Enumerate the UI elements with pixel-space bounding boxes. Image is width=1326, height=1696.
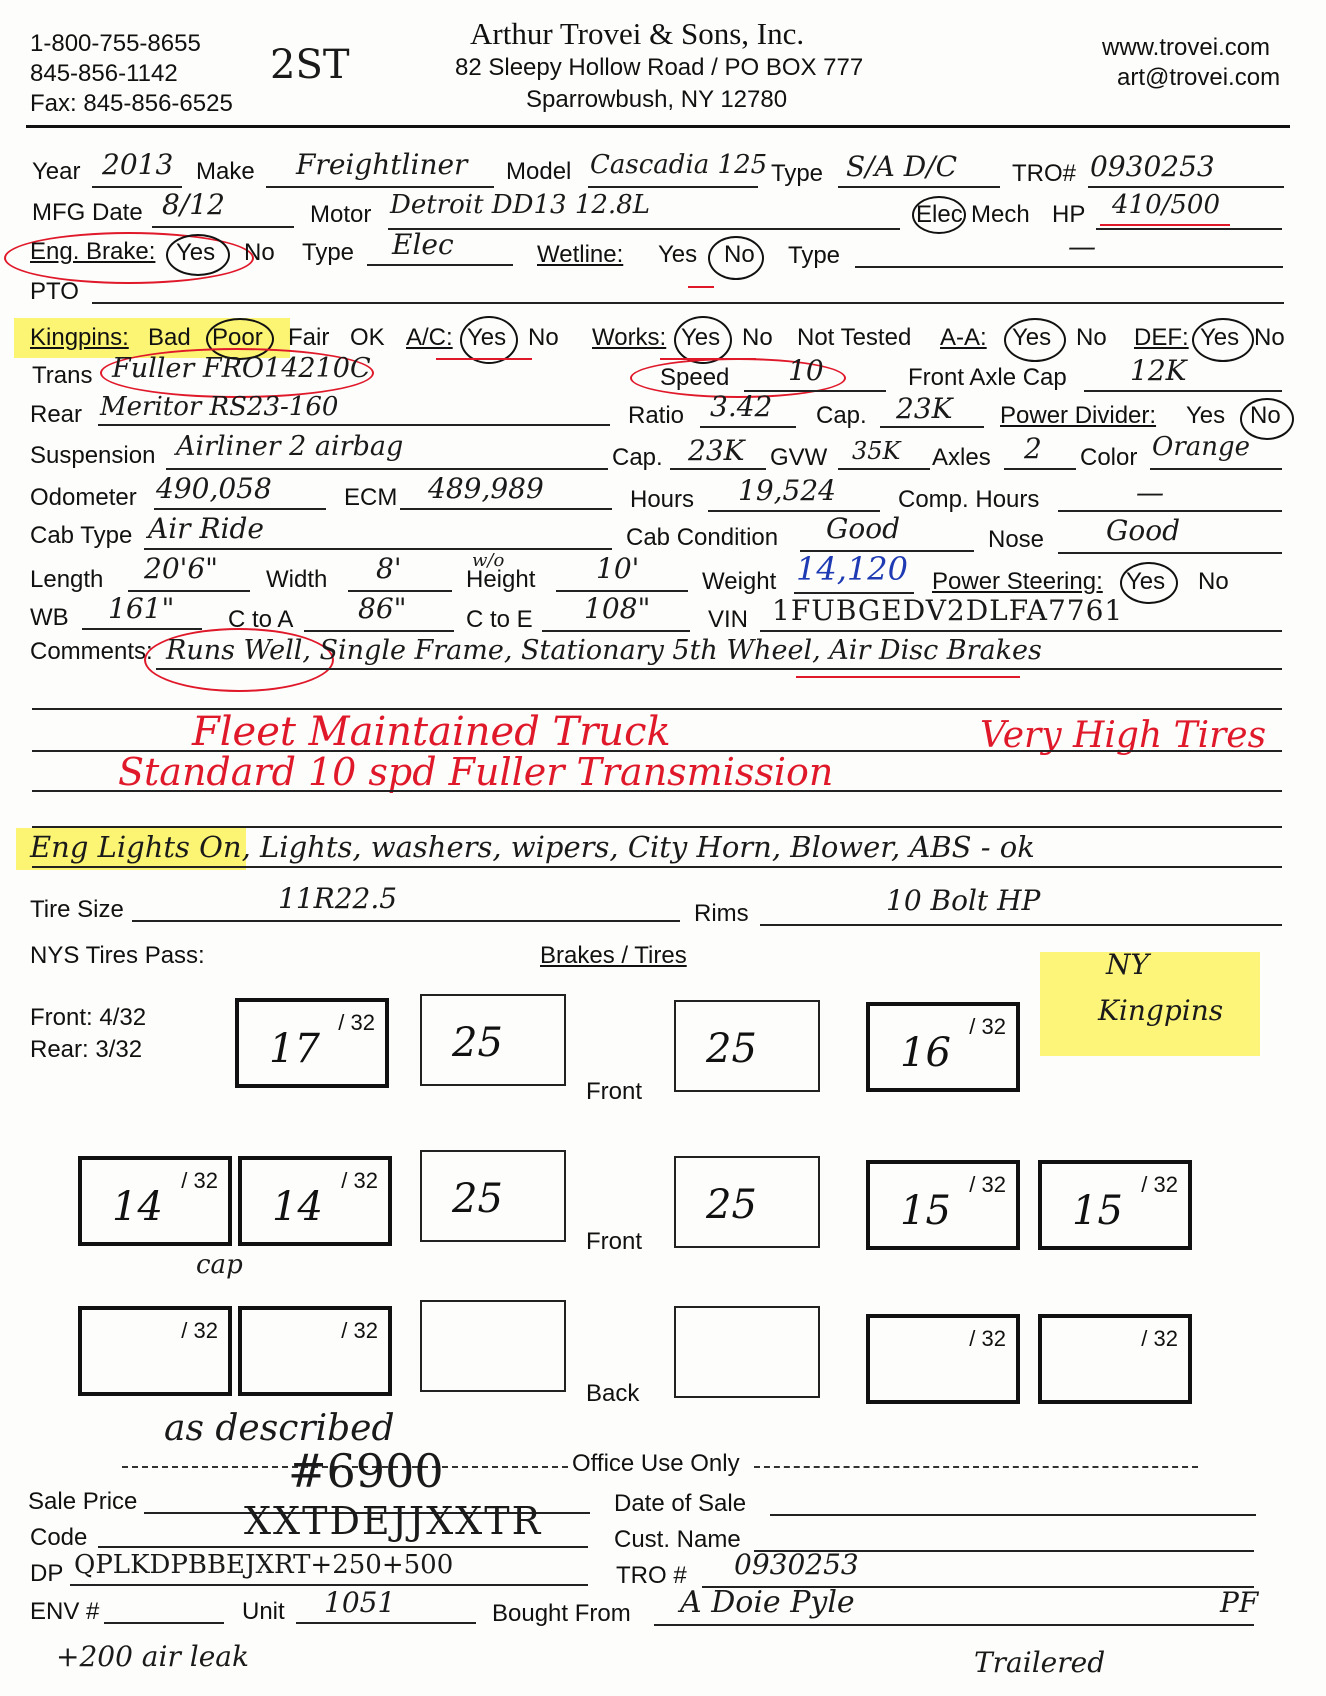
value-speed[interactable]: 10 <box>788 354 824 387</box>
value-dp[interactable]: QPLKDPBBEJXRT+250+500 <box>74 1550 454 1580</box>
label-rims: Rims <box>694 900 749 927</box>
value-tro-2[interactable]: 0930253 <box>734 1548 859 1581</box>
field-line <box>1058 510 1282 512</box>
brake-box[interactable] <box>420 994 566 1086</box>
field-line <box>1084 390 1282 392</box>
tire-box[interactable] <box>1038 1160 1192 1250</box>
option-works-no[interactable]: No <box>742 324 773 351</box>
label-gvw: GVW <box>770 444 828 471</box>
label-eng-brake: Eng. Brake: <box>30 238 156 265</box>
phone-1: 1-800-755-8655 <box>30 30 201 57</box>
value-susp-cap[interactable]: 23K <box>688 434 745 467</box>
value-width[interactable]: 8' <box>376 552 402 585</box>
value-unit[interactable]: 1051 <box>324 1586 396 1619</box>
field-line <box>1096 228 1282 230</box>
label-back: Back <box>586 1380 640 1407</box>
tire-box[interactable] <box>1038 1314 1192 1404</box>
note-transmission: Standard 10 spd Fuller Transmission <box>118 750 834 794</box>
value-odometer[interactable]: 490,058 <box>156 472 272 505</box>
value-model[interactable]: Cascadia 125 <box>590 150 768 180</box>
field-line <box>144 548 612 550</box>
field-line <box>304 630 454 632</box>
value-front-axle-cap[interactable]: 12K <box>1130 354 1187 387</box>
company-address-2: Sparrowbush, NY 12780 <box>526 86 788 113</box>
option-ac-yes[interactable]: Yes <box>467 324 507 351</box>
label-unit: Unit <box>242 1598 285 1625</box>
field-line <box>770 1514 1256 1516</box>
label-rear-cap: Cap. <box>816 402 867 429</box>
value-weight[interactable]: 14,120 <box>796 550 908 588</box>
field-line <box>760 924 1282 926</box>
field-line <box>98 424 610 426</box>
brake-value: 25 <box>452 1020 503 1066</box>
per-32-label: / 32 <box>341 1168 378 1193</box>
label-front-1: Front <box>586 1078 643 1105</box>
value-trans[interactable]: Fuller FRO14210C <box>112 353 371 384</box>
brake-box[interactable] <box>674 1306 820 1398</box>
label-def: DEF: <box>1134 324 1189 351</box>
field-line <box>855 266 1283 268</box>
tire-box[interactable] <box>866 1160 1020 1250</box>
label-aa: A-A: <box>940 324 987 351</box>
option-power-steering-no[interactable]: No <box>1198 568 1229 595</box>
per-32-label: / 32 <box>969 1014 1006 1039</box>
label-sale-price: Sale Price <box>28 1488 138 1515</box>
value-year[interactable]: 2013 <box>102 148 174 181</box>
tire-box[interactable] <box>866 1002 1020 1092</box>
field-line <box>588 186 758 188</box>
value-comp-hours[interactable]: — <box>1136 476 1164 509</box>
value-type[interactable]: S/A D/C <box>846 150 958 183</box>
option-eng-brake-no[interactable]: No <box>244 239 275 266</box>
brake-value: 25 <box>452 1176 503 1222</box>
field-line <box>266 186 494 188</box>
value-length[interactable]: 20'6" <box>144 552 219 585</box>
label-front-2: Front <box>586 1228 643 1255</box>
tire-box[interactable] <box>235 998 389 1088</box>
label-comments: Comments: <box>30 638 153 665</box>
field-line <box>32 866 1282 868</box>
field-line <box>760 630 1282 632</box>
dashed-divider <box>754 1466 1198 1468</box>
field-line <box>700 426 796 428</box>
value-ecm[interactable]: 489,989 <box>428 472 544 505</box>
red-dash <box>688 286 714 288</box>
field-line <box>1088 186 1284 188</box>
label-ac: A/C: <box>406 324 453 351</box>
tire-tread-value: 15 <box>900 1188 951 1234</box>
label-tro: TRO# <box>1012 160 1077 187</box>
brake-box[interactable] <box>674 1000 820 1092</box>
per-32-label: / 32 <box>181 1168 218 1193</box>
label-cab-condition: Cab Condition <box>626 524 779 551</box>
option-eng-brake-yes[interactable]: Yes <box>176 239 216 266</box>
brake-box[interactable] <box>420 1150 566 1242</box>
value-mfg-date[interactable]: 8/12 <box>162 188 225 221</box>
field-line <box>32 790 1282 792</box>
per-32-label: / 32 <box>341 1318 378 1343</box>
label-year: Year <box>32 158 81 185</box>
value-tro[interactable]: 0930253 <box>1090 150 1215 183</box>
label-type: Type <box>771 160 824 187</box>
note-very-high-tires: Very High Tires <box>980 715 1267 756</box>
value-gvw[interactable]: 35K <box>852 437 901 465</box>
value-motor[interactable]: Detroit DD13 12.8L <box>390 190 650 220</box>
field-line <box>1058 552 1282 554</box>
label-mfg-date: MFG Date <box>32 199 143 226</box>
field-line <box>880 426 984 428</box>
label-odometer: Odometer <box>30 484 137 511</box>
field-line <box>400 508 612 510</box>
label-brakes-tires: Brakes / Tires <box>540 942 687 969</box>
value-c-to-e[interactable]: 108" <box>584 592 651 625</box>
label-suspension: Suspension <box>30 442 156 469</box>
value-cab-condition[interactable]: Good <box>826 512 901 545</box>
label-trans: Trans <box>32 362 93 389</box>
field-line <box>838 468 930 470</box>
option-works-yes[interactable]: Yes <box>681 324 721 351</box>
option-aa-no[interactable]: No <box>1076 324 1107 351</box>
note-trailered: Trailered <box>974 1646 1106 1679</box>
value-hp[interactable]: 410/500 <box>1112 190 1221 220</box>
label-axles: Axles <box>932 444 991 471</box>
label-hp: HP <box>1052 201 1086 228</box>
value-ratio[interactable]: 3.42 <box>710 390 773 423</box>
label-power-steering: Power Steering: <box>932 568 1103 595</box>
field-line <box>838 186 1000 188</box>
field-line <box>367 264 513 266</box>
red-underline <box>796 676 1020 678</box>
value-rear-cap[interactable]: 23K <box>896 392 953 425</box>
label-tire-size: Tire Size <box>30 896 124 923</box>
option-aa-yes[interactable]: Yes <box>1012 324 1052 351</box>
brake-value: 25 <box>706 1026 757 1072</box>
option-ac-no[interactable]: No <box>528 324 559 351</box>
value-cab-type[interactable]: Air Ride <box>148 512 264 545</box>
per-32-label: / 32 <box>1141 1326 1178 1351</box>
label-model: Model <box>506 158 572 185</box>
label-ratio: Ratio <box>628 402 685 429</box>
option-kingpins-poor[interactable]: Poor <box>212 324 263 351</box>
label-hours: Hours <box>630 486 695 513</box>
field-line <box>542 630 690 632</box>
per-32-label: / 32 <box>969 1172 1006 1197</box>
field-line <box>92 302 1284 304</box>
value-suspension[interactable]: Airliner 2 airbag <box>176 431 404 462</box>
label-kingpins: Kingpins: <box>30 324 129 351</box>
company-address-1: 82 Sleepy Hollow Road / PO BOX 777 <box>455 54 864 81</box>
per-32-label: / 32 <box>969 1326 1006 1351</box>
option-kingpins-fair[interactable]: Fair <box>288 324 330 351</box>
value-sale-price[interactable]: #6900 <box>288 1444 444 1498</box>
fax-number: Fax: 845-856-6525 <box>30 90 233 117</box>
field-line <box>654 1624 1254 1626</box>
label-dp: DP <box>30 1560 64 1587</box>
value-bought-suffix: PF <box>1220 1586 1259 1619</box>
option-def-no[interactable]: No <box>1254 324 1285 351</box>
value-height[interactable]: 10' <box>596 552 640 585</box>
tire-tread-value: 16 <box>900 1030 951 1076</box>
option-wetline-yes[interactable]: Yes <box>658 241 698 268</box>
label-brake-type: Type <box>302 239 355 266</box>
option-kingpins-bad[interactable]: Bad <box>148 324 191 351</box>
field-line <box>154 508 326 510</box>
value-nose[interactable]: Good <box>1106 514 1181 547</box>
handwritten-code: 2ST <box>270 42 350 88</box>
label-works: Works: <box>592 324 667 351</box>
field-line <box>296 1622 476 1624</box>
field-line <box>1150 468 1282 470</box>
value-comments[interactable]: Runs Well, Single Frame, Stationary 5th Wheel, Air Disc Brakes <box>166 635 1042 666</box>
note-lights: Eng Lights On, Lights, washers, wipers, City Horn, Blower, ABS - ok <box>30 830 1035 864</box>
field-line <box>156 668 1282 670</box>
value-hp-dash: — <box>1068 230 1096 263</box>
tire-tread-value: 17 <box>269 1026 320 1072</box>
label-nose: Nose <box>988 526 1045 553</box>
field-line <box>152 226 294 228</box>
value-bought-from[interactable]: A Doie Pyle <box>680 1585 855 1620</box>
front-tread-spec: Front: 4/32 <box>30 1004 147 1031</box>
label-susp-cap: Cap. <box>612 444 663 471</box>
label-power-divider: Power Divider: <box>1000 402 1157 429</box>
email-link[interactable]: art@trovei.com <box>1117 64 1281 91</box>
value-hours[interactable]: 19,524 <box>738 474 836 507</box>
tire-tread-value: 14 <box>112 1184 163 1230</box>
label-weight: Weight <box>702 568 777 595</box>
note-fleet-maintained: Fleet Maintained Truck <box>192 709 671 755</box>
label-width: Width <box>266 566 328 593</box>
option-kingpins-ok[interactable]: OK <box>350 324 385 351</box>
label-pto: PTO <box>30 278 79 305</box>
phone-2: 845-856-1142 <box>30 60 178 87</box>
field-line <box>82 628 202 630</box>
company-name: Arthur Trovei & Sons, Inc. <box>470 16 805 51</box>
note-air-leak: +200 air leak <box>56 1640 249 1673</box>
option-mech[interactable]: Mech <box>971 201 1030 228</box>
red-underline <box>436 358 532 360</box>
label-front-axle-cap: Front Axle Cap <box>908 364 1067 391</box>
label-wetline-type: Type <box>788 242 841 269</box>
label-rear: Rear <box>30 401 83 428</box>
label-height: Height <box>466 566 536 593</box>
value-color[interactable]: Orange <box>1152 432 1251 462</box>
label-date-of-sale: Date of Sale <box>614 1490 747 1517</box>
label-wb: WB <box>30 604 69 631</box>
note-as-described: as described <box>164 1408 395 1449</box>
brake-box[interactable] <box>674 1156 820 1248</box>
field-line <box>388 228 900 230</box>
option-power-divider-no[interactable]: No <box>1250 402 1281 429</box>
option-power-steering-yes[interactable]: Yes <box>1126 568 1166 595</box>
value-axles[interactable]: 2 <box>1024 432 1042 465</box>
brake-box[interactable] <box>420 1300 566 1392</box>
label-bought-from: Bought From <box>492 1600 631 1627</box>
field-line <box>1004 468 1076 470</box>
label-wetline: Wetline: <box>537 241 624 268</box>
brake-value: 25 <box>706 1182 757 1228</box>
note-cap: cap <box>196 1250 243 1280</box>
tire-box[interactable] <box>866 1314 1020 1404</box>
per-32-label: / 32 <box>1141 1172 1178 1197</box>
label-vin: VIN <box>708 606 749 633</box>
label-cust-name: Cust. Name <box>614 1526 741 1553</box>
tire-box[interactable] <box>78 1306 232 1396</box>
tire-tread-value: 15 <box>1072 1188 1123 1234</box>
label-office-use-only: Office Use Only <box>572 1450 740 1477</box>
per-32-label: / 32 <box>338 1010 375 1035</box>
field-line <box>166 468 608 470</box>
field-line <box>98 1546 588 1548</box>
label-c-to-e: C to E <box>466 606 533 633</box>
per-32-label: / 32 <box>181 1318 218 1343</box>
tire-tread-value: 14 <box>272 1184 323 1230</box>
value-wb[interactable]: 161" <box>108 592 175 625</box>
header-divider <box>26 125 1290 128</box>
value-height-prefix: w/o <box>472 550 505 571</box>
label-nys-tires-pass: NYS Tires Pass: <box>30 942 205 969</box>
label-color: Color <box>1080 444 1138 471</box>
option-wetline-no[interactable]: No <box>724 241 755 268</box>
tire-box[interactable] <box>238 1306 392 1396</box>
option-def-yes[interactable]: Yes <box>1200 324 1240 351</box>
label-c-to-a: C to A <box>228 606 294 633</box>
label-cab-type: Cab Type <box>30 522 133 549</box>
label-ecm: ECM <box>344 484 398 511</box>
value-c-to-a[interactable]: 86" <box>358 592 407 625</box>
field-line <box>670 468 766 470</box>
rear-tread-spec: Rear: 3/32 <box>30 1036 143 1063</box>
option-power-divider-yes[interactable]: Yes <box>1186 402 1226 429</box>
label-motor: Motor <box>310 201 372 228</box>
label-make: Make <box>196 158 255 185</box>
field-line <box>104 1622 224 1624</box>
label-code: Code <box>30 1524 88 1551</box>
value-code[interactable]: XXTDEJJXXTR <box>244 1499 543 1543</box>
label-speed: Speed <box>660 364 730 391</box>
value-vin[interactable]: 1FUBGEDV2DLFA7761 <box>772 594 1124 627</box>
note-kingpins: Kingpins <box>1098 994 1224 1027</box>
value-rims[interactable]: 10 Bolt HP <box>886 884 1041 917</box>
option-elec[interactable]: Elec <box>916 201 963 228</box>
label-env: ENV # <box>30 1598 100 1625</box>
website-link[interactable]: www.trovei.com <box>1102 34 1271 61</box>
note-ny: NY <box>1106 948 1149 981</box>
label-comp-hours: Comp. Hours <box>898 486 1040 513</box>
value-tire-size[interactable]: 11R22.5 <box>278 882 398 915</box>
value-make[interactable]: Freightliner <box>296 148 468 181</box>
label-tro-2: TRO # <box>616 1562 687 1589</box>
tire-box[interactable] <box>238 1156 392 1246</box>
tire-box[interactable] <box>78 1156 232 1246</box>
field-line <box>132 920 680 922</box>
value-brake-type[interactable]: Elec <box>392 228 454 261</box>
red-underline <box>1100 224 1230 226</box>
label-length: Length <box>30 566 104 593</box>
option-works-not-tested[interactable]: Not Tested <box>797 324 912 351</box>
value-rear[interactable]: Meritor RS23-160 <box>100 392 339 422</box>
